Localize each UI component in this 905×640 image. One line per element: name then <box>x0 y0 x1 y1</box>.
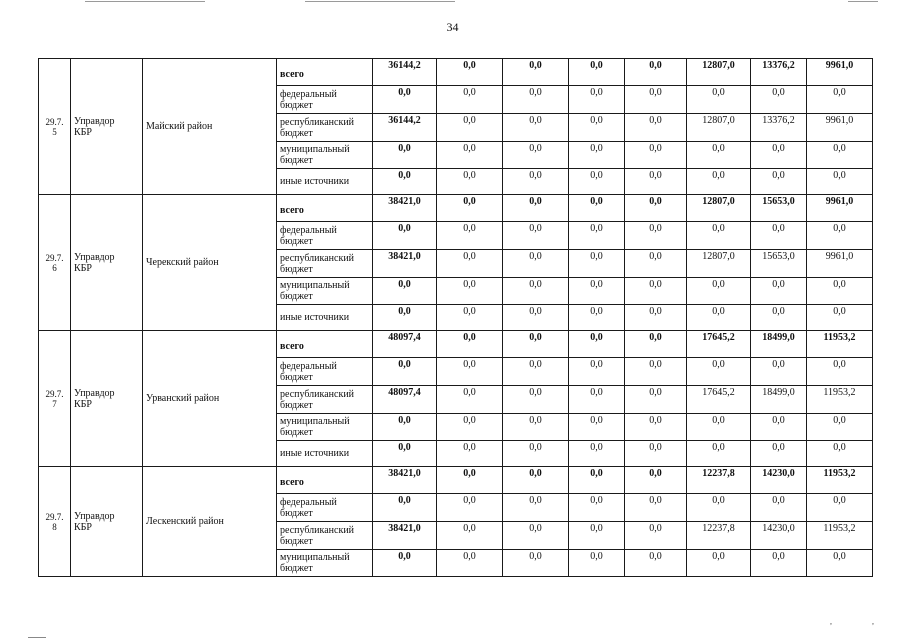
page-number: 34 <box>446 20 459 34</box>
row-code-part: 29.7. <box>45 252 64 263</box>
amount-cell: 0,0 <box>503 195 569 222</box>
amount-cell: 0,0 <box>569 494 625 522</box>
amount-cell: 0,0 <box>373 414 437 441</box>
table-row-total <box>39 59 873 86</box>
amount-cell: 0,0 <box>503 494 569 522</box>
amount-cell: 0,0 <box>503 169 569 195</box>
amount-cell: 0,0 <box>687 86 751 114</box>
executor-line: Управдор <box>74 387 115 399</box>
amount-cell: 0,0 <box>807 142 873 169</box>
amount-cell: 11953,2 <box>807 331 873 358</box>
scan-edge-line-middle <box>305 1 455 2</box>
amount-cell: 0,0 <box>569 142 625 169</box>
amount-cell: 0,0 <box>807 169 873 195</box>
amount-cell: 0,0 <box>373 222 437 250</box>
amount-cell: 0,0 <box>569 86 625 114</box>
amount-cell: 14230,0 <box>751 522 807 550</box>
amount-cell: 0,0 <box>373 305 437 331</box>
amount-cell: 0,0 <box>751 441 807 467</box>
executor-line: КБР <box>74 262 92 274</box>
amount-cell: 0,0 <box>687 550 751 577</box>
executor-line: Управдор <box>74 510 115 522</box>
amount-cell: 12807,0 <box>687 59 751 86</box>
row-code-part: 8 <box>52 521 57 532</box>
amount-cell: 48097,4 <box>373 386 437 414</box>
amount-cell: 0,0 <box>687 494 751 522</box>
scan-edge-line-bottom <box>28 637 46 638</box>
amount-cell: 0,0 <box>687 142 751 169</box>
amount-cell: 0,0 <box>687 441 751 467</box>
executor-line: Управдор <box>74 115 115 127</box>
district-name: Черекский район <box>143 195 277 331</box>
amount-cell: 0,0 <box>625 222 687 250</box>
table-row-total <box>39 195 873 222</box>
amount-cell: 0,0 <box>687 278 751 305</box>
amount-cell: 13376,2 <box>751 59 807 86</box>
executor-line: КБР <box>74 521 92 533</box>
amount-cell: 0,0 <box>625 522 687 550</box>
funding-source: республиканский бюджет <box>277 386 373 414</box>
amount-cell: 0,0 <box>687 222 751 250</box>
amount-cell: 0,0 <box>569 550 625 577</box>
executor-line: Управдор <box>74 251 115 263</box>
amount-cell: 0,0 <box>503 414 569 441</box>
amount-cell: 0,0 <box>569 358 625 386</box>
amount-cell: 11953,2 <box>807 467 873 494</box>
amount-cell: 0,0 <box>373 86 437 114</box>
scan-edge-line-left <box>85 1 205 2</box>
amount-cell: 0,0 <box>437 414 503 441</box>
funding-source: республиканский бюджет <box>277 522 373 550</box>
amount-cell: 0,0 <box>569 386 625 414</box>
amount-cell: 0,0 <box>437 386 503 414</box>
scan-edge-line-right <box>848 1 878 2</box>
amount-cell: 0,0 <box>503 550 569 577</box>
amount-cell: 0,0 <box>625 278 687 305</box>
amount-cell: 0,0 <box>569 222 625 250</box>
amount-cell: 0,0 <box>569 331 625 358</box>
amount-cell: 15653,0 <box>751 195 807 222</box>
funding-source: муниципальный бюджет <box>277 414 373 441</box>
amount-cell: 0,0 <box>687 358 751 386</box>
executor-line: КБР <box>74 126 92 138</box>
district-name: Лескенский район <box>143 467 277 577</box>
funding-source: федеральный бюджет <box>277 494 373 522</box>
funding-source: республиканский бюджет <box>277 250 373 278</box>
row-code-part: 29.7. <box>45 511 64 522</box>
amount-cell: 0,0 <box>569 522 625 550</box>
amount-cell: 0,0 <box>437 222 503 250</box>
amount-cell: 0,0 <box>751 358 807 386</box>
amount-cell: 17645,2 <box>687 386 751 414</box>
amount-cell: 38421,0 <box>373 522 437 550</box>
amount-cell: 0,0 <box>625 386 687 414</box>
amount-cell: 0,0 <box>751 550 807 577</box>
row-code <box>39 331 71 467</box>
amount-cell: 0,0 <box>625 195 687 222</box>
amount-cell: 12807,0 <box>687 250 751 278</box>
district-name: Урванский район <box>143 331 277 467</box>
amount-cell: 0,0 <box>569 305 625 331</box>
amount-cell: 0,0 <box>625 414 687 441</box>
amount-cell: 11953,2 <box>807 522 873 550</box>
funding-source: федеральный бюджет <box>277 358 373 386</box>
amount-cell: 0,0 <box>625 250 687 278</box>
amount-cell: 0,0 <box>437 467 503 494</box>
table-row-total <box>39 331 873 358</box>
row-code <box>39 195 71 331</box>
funding-source: иные источники <box>277 441 373 467</box>
amount-cell: 0,0 <box>373 358 437 386</box>
amount-cell: 0,0 <box>625 142 687 169</box>
amount-cell: 0,0 <box>503 386 569 414</box>
amount-cell: 17645,2 <box>687 331 751 358</box>
amount-cell: 0,0 <box>437 494 503 522</box>
amount-cell: 36144,2 <box>373 114 437 142</box>
funding-source: муниципальный бюджет <box>277 278 373 305</box>
amount-cell: 18499,0 <box>751 386 807 414</box>
amount-cell: 11953,2 <box>807 386 873 414</box>
amount-cell: 0,0 <box>437 86 503 114</box>
amount-cell: 0,0 <box>503 114 569 142</box>
funding-source: федеральный бюджет <box>277 222 373 250</box>
amount-cell: 0,0 <box>807 550 873 577</box>
amount-cell: 0,0 <box>625 331 687 358</box>
amount-cell: 0,0 <box>807 278 873 305</box>
amount-cell: 0,0 <box>807 414 873 441</box>
amount-cell: 38421,0 <box>373 195 437 222</box>
amount-cell: 0,0 <box>807 494 873 522</box>
budget-table <box>38 58 873 577</box>
amount-cell: 0,0 <box>503 142 569 169</box>
amount-cell: 0,0 <box>807 86 873 114</box>
amount-cell: 0,0 <box>503 59 569 86</box>
amount-cell: 0,0 <box>807 305 873 331</box>
funding-source: всего <box>277 59 373 86</box>
amount-cell: 18499,0 <box>751 331 807 358</box>
row-code <box>39 59 71 195</box>
amount-cell: 0,0 <box>437 358 503 386</box>
amount-cell: 0,0 <box>625 550 687 577</box>
amount-cell: 0,0 <box>373 441 437 467</box>
row-code-part: 7 <box>52 398 57 409</box>
amount-cell: 0,0 <box>751 86 807 114</box>
amount-cell: 9961,0 <box>807 195 873 222</box>
amount-cell: 0,0 <box>625 305 687 331</box>
amount-cell: 0,0 <box>503 467 569 494</box>
amount-cell: 0,0 <box>625 358 687 386</box>
amount-cell: 38421,0 <box>373 467 437 494</box>
amount-cell: 0,0 <box>807 441 873 467</box>
amount-cell: 0,0 <box>437 169 503 195</box>
amount-cell: 0,0 <box>437 550 503 577</box>
executor <box>71 331 143 467</box>
amount-cell: 0,0 <box>437 59 503 86</box>
amount-cell: 0,0 <box>437 142 503 169</box>
amount-cell: 0,0 <box>569 467 625 494</box>
amount-cell: 0,0 <box>751 414 807 441</box>
amount-cell: 0,0 <box>503 250 569 278</box>
funding-source: муниципальный бюджет <box>277 142 373 169</box>
amount-cell: 12237,8 <box>687 522 751 550</box>
amount-cell: 0,0 <box>437 305 503 331</box>
amount-cell: 0,0 <box>373 494 437 522</box>
amount-cell: 0,0 <box>503 331 569 358</box>
amount-cell: 0,0 <box>437 278 503 305</box>
amount-cell: 0,0 <box>751 305 807 331</box>
amount-cell: 38421,0 <box>373 250 437 278</box>
amount-cell: 0,0 <box>373 278 437 305</box>
amount-cell: 0,0 <box>751 222 807 250</box>
table-row-total <box>39 467 873 494</box>
amount-cell: 12807,0 <box>687 114 751 142</box>
funding-source: всего <box>277 195 373 222</box>
amount-cell: 0,0 <box>569 169 625 195</box>
row-code-part: 29.7. <box>45 116 64 127</box>
amount-cell: 0,0 <box>437 522 503 550</box>
amount-cell: 0,0 <box>687 169 751 195</box>
district-name: Майский район <box>143 59 277 195</box>
amount-cell: 0,0 <box>807 222 873 250</box>
amount-cell: 0,0 <box>569 59 625 86</box>
row-code-part: 6 <box>52 262 57 273</box>
amount-cell: 15653,0 <box>751 250 807 278</box>
funding-source: федеральный бюджет <box>277 86 373 114</box>
amount-cell: 0,0 <box>625 169 687 195</box>
amount-cell: 12807,0 <box>687 195 751 222</box>
amount-cell: 0,0 <box>569 414 625 441</box>
amount-cell: 0,0 <box>437 441 503 467</box>
amount-cell: 0,0 <box>625 59 687 86</box>
amount-cell: 0,0 <box>503 441 569 467</box>
funding-source: республиканский бюджет <box>277 114 373 142</box>
amount-cell: 48097,4 <box>373 331 437 358</box>
funding-source: всего <box>277 331 373 358</box>
amount-cell: 14230,0 <box>751 467 807 494</box>
executor <box>71 59 143 195</box>
executor <box>71 467 143 577</box>
amount-cell: 0,0 <box>373 550 437 577</box>
funding-source: всего <box>277 467 373 494</box>
amount-cell: 0,0 <box>373 142 437 169</box>
amount-cell: 0,0 <box>625 441 687 467</box>
executor-line: КБР <box>74 398 92 410</box>
amount-cell: 0,0 <box>807 358 873 386</box>
amount-cell: 0,0 <box>437 195 503 222</box>
amount-cell: 13376,2 <box>751 114 807 142</box>
amount-cell: 0,0 <box>569 278 625 305</box>
amount-cell: 0,0 <box>625 494 687 522</box>
amount-cell: 0,0 <box>687 414 751 441</box>
amount-cell: 0,0 <box>625 86 687 114</box>
amount-cell: 0,0 <box>569 441 625 467</box>
amount-cell: 0,0 <box>569 250 625 278</box>
amount-cell: 0,0 <box>751 278 807 305</box>
scan-speck: , <box>872 617 874 626</box>
amount-cell: 0,0 <box>503 522 569 550</box>
executor <box>71 195 143 331</box>
amount-cell: 12237,8 <box>687 467 751 494</box>
amount-cell: 0,0 <box>503 86 569 114</box>
funding-source: иные источники <box>277 305 373 331</box>
amount-cell: 0,0 <box>437 114 503 142</box>
budget-table-body <box>39 59 873 577</box>
amount-cell: 0,0 <box>437 250 503 278</box>
amount-cell: 0,0 <box>503 358 569 386</box>
row-code <box>39 467 71 577</box>
amount-cell: 0,0 <box>569 114 625 142</box>
amount-cell: 0,0 <box>503 222 569 250</box>
amount-cell: 0,0 <box>373 169 437 195</box>
amount-cell: 0,0 <box>751 494 807 522</box>
amount-cell: 0,0 <box>751 169 807 195</box>
amount-cell: 0,0 <box>503 278 569 305</box>
amount-cell: 0,0 <box>503 305 569 331</box>
amount-cell: 9961,0 <box>807 250 873 278</box>
amount-cell: 0,0 <box>687 305 751 331</box>
amount-cell: 0,0 <box>751 142 807 169</box>
funding-source: иные источники <box>277 169 373 195</box>
amount-cell: 0,0 <box>569 195 625 222</box>
amount-cell: 0,0 <box>625 467 687 494</box>
scan-speck: , <box>830 617 832 626</box>
row-code-part: 5 <box>52 126 57 137</box>
row-code-part: 29.7. <box>45 388 64 399</box>
amount-cell: 9961,0 <box>807 114 873 142</box>
amount-cell: 0,0 <box>437 331 503 358</box>
funding-source: муниципальный бюджет <box>277 550 373 577</box>
amount-cell: 36144,2 <box>373 59 437 86</box>
amount-cell: 9961,0 <box>807 59 873 86</box>
amount-cell: 0,0 <box>625 114 687 142</box>
